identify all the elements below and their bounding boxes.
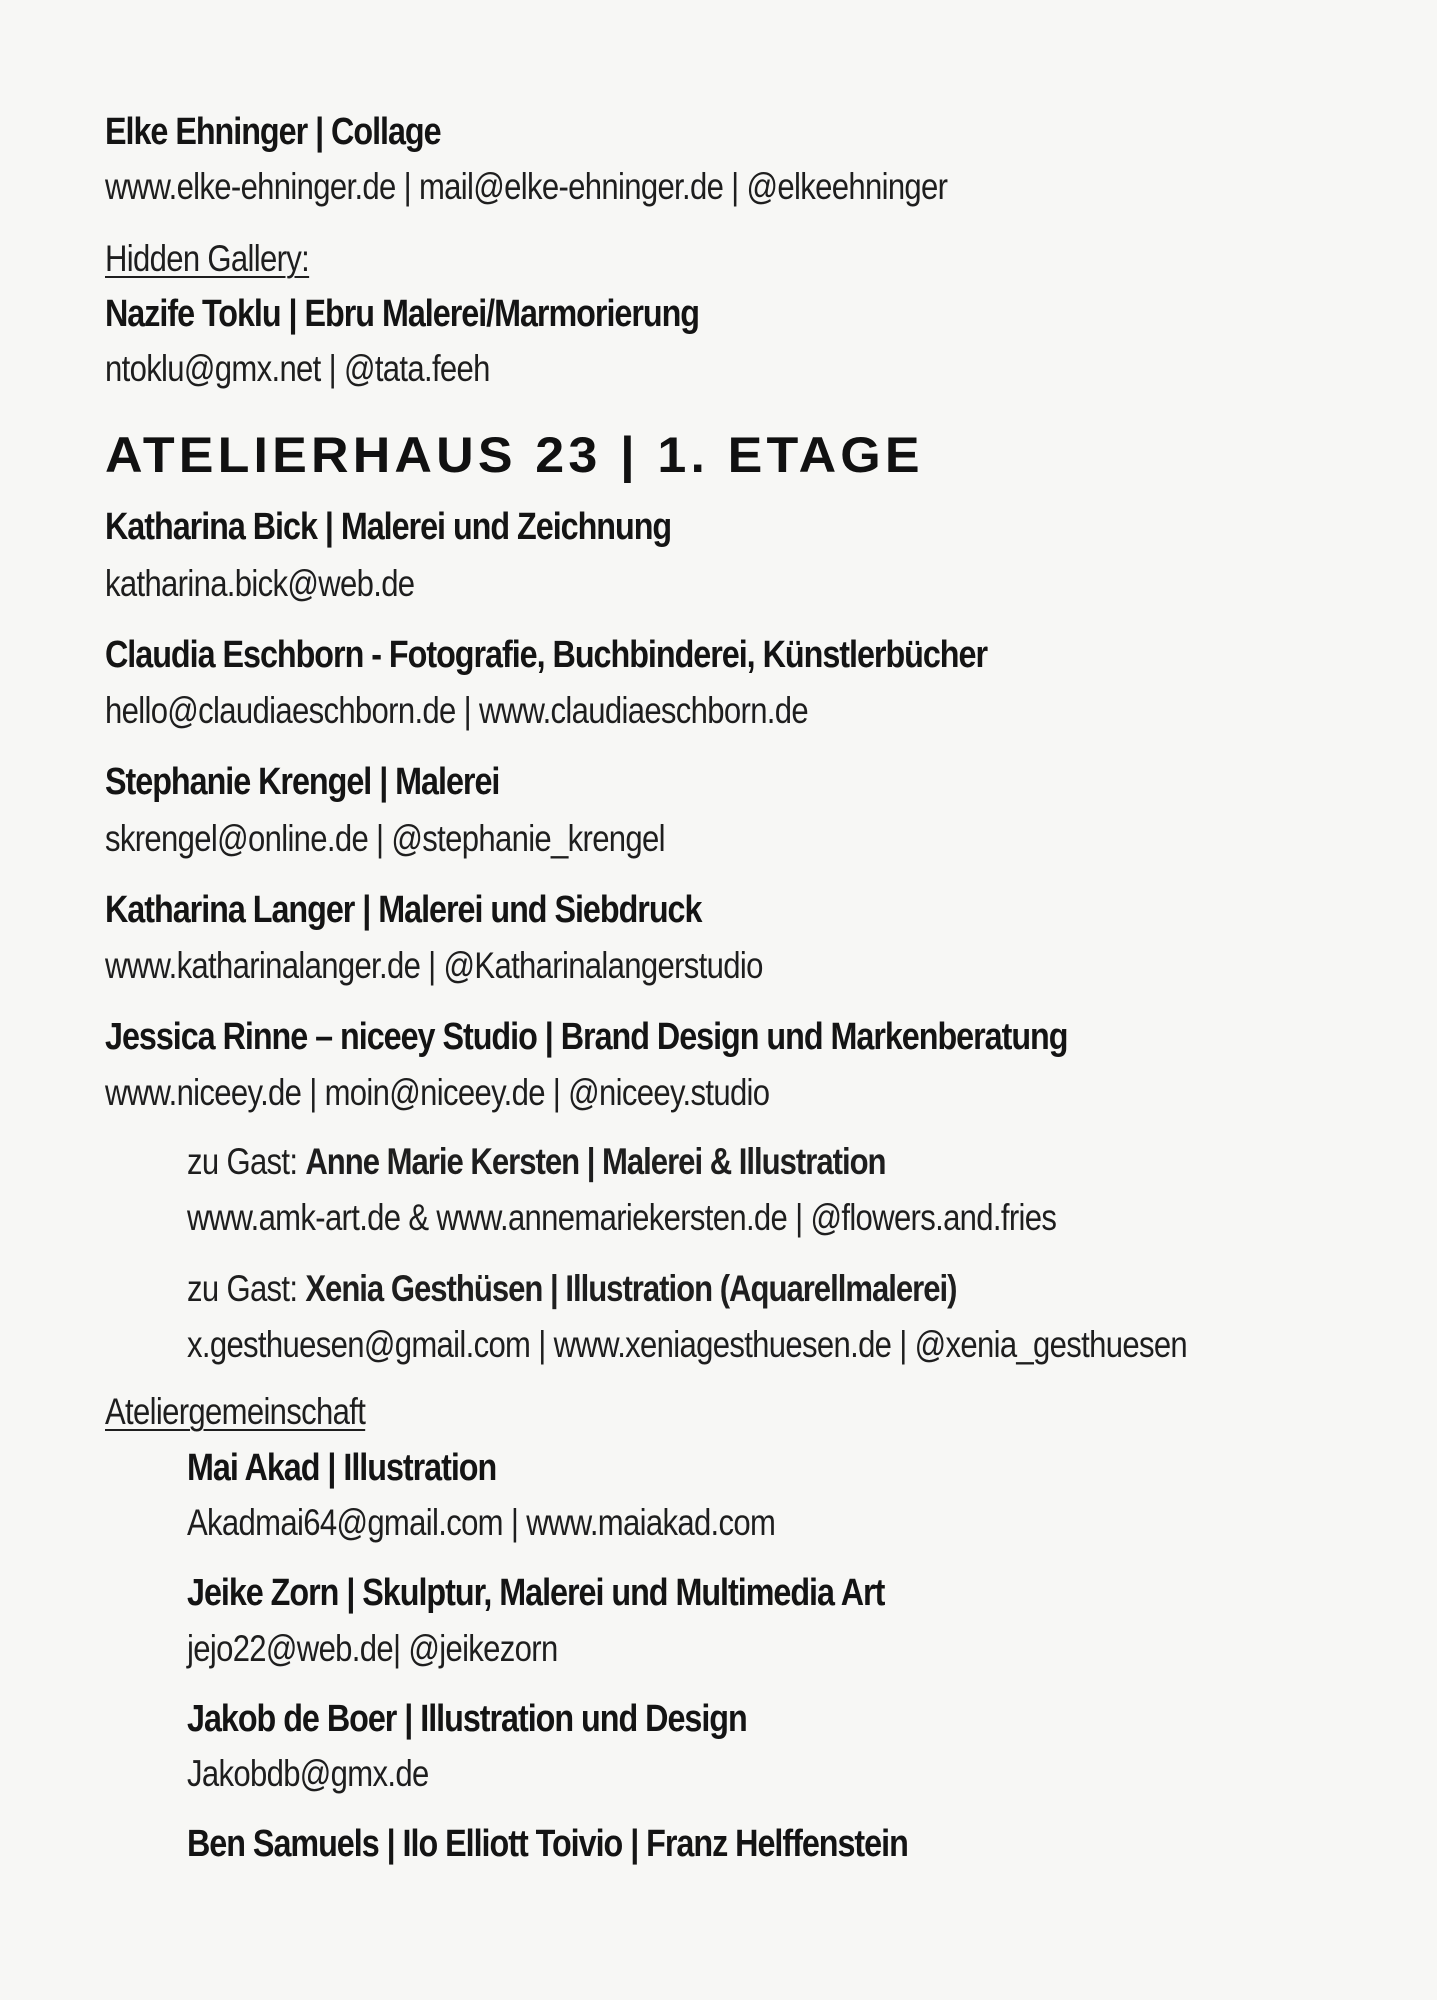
ateliergemeinschaft-label: Ateliergemeinschaft xyxy=(105,1391,366,1432)
artist-name: Elke Ehninger | Collage xyxy=(105,111,441,153)
artist-name: Katharina Bick | Malerei und Zeichnung xyxy=(105,506,672,548)
artist-contact: hello@claudiaeschborn.de | www.claudiaeschborn.de xyxy=(105,690,809,731)
member-contact: jejo22@web.de| @jeikezorn xyxy=(187,1628,558,1669)
guest-name: Anne Marie Kersten | Malerei & Illustration xyxy=(305,1141,886,1182)
guest-contact: x.gesthuesen@gmail.com | www.xeniagesthuesen.de | @xenia_gesthuesen xyxy=(187,1324,1188,1365)
artist-contact: www.niceey.de | moin@niceey.de | @niceey.studio xyxy=(105,1072,770,1113)
guest-name: Xenia Gesthüsen | Illustration (Aquarellmalerei) xyxy=(305,1268,957,1309)
artist-contact: katharina.bick@web.de xyxy=(105,563,415,604)
artist-name: Stephanie Krengel | Malerei xyxy=(105,761,500,803)
member-name: Jakob de Boer | Illustration und Design xyxy=(187,1698,747,1740)
guest-prefix: zu Gast: xyxy=(187,1268,306,1309)
member-contact: Jakobdb@gmx.de xyxy=(187,1753,429,1794)
member-contact: Akadmai64@gmail.com | www.maiakad.com xyxy=(187,1502,776,1543)
artist-contact: skrengel@online.de | @stephanie_krengel xyxy=(105,818,665,859)
guest-contact: www.amk-art.de & www.annemariekersten.de | @flowers.and.fries xyxy=(187,1197,1057,1238)
artist-name: Jessica Rinne – niceey Studio | Brand Design und Markenberatung xyxy=(105,1016,1068,1058)
guest-prefix: zu Gast: xyxy=(187,1141,306,1182)
artist-name: Katharina Langer | Malerei und Siebdruck xyxy=(105,889,702,931)
artist-name: Claudia Eschborn - Fotografie, Buchbinderei, Künstlerbücher xyxy=(105,634,988,676)
member-name: Mai Akad | Illustration xyxy=(187,1447,497,1489)
artist-contact: ntoklu@gmx.net | @tata.feeh xyxy=(105,348,490,389)
section-heading: ATELIERHAUS 23 | 1. ETAGE xyxy=(105,427,924,483)
member-name: Jeike Zorn | Skulptur, Malerei und Multimedia Art xyxy=(187,1572,885,1614)
guest-line xyxy=(187,1270,956,1307)
guest-line xyxy=(187,1143,886,1180)
artist-contact: www.katharinalanger.de | @Katharinalangerstudio xyxy=(105,945,763,986)
artist-name: Nazife Toklu | Ebru Malerei/Marmorierung xyxy=(105,293,700,335)
hidden-gallery-label: Hidden Gallery: xyxy=(105,238,310,279)
artist-contact: www.elke-ehninger.de | mail@elke-ehninger.de | @elkeehninger xyxy=(105,166,948,207)
member-names-line: Ben Samuels | Ilo Elliott Toivio | Franz Helffenstein xyxy=(187,1823,908,1865)
